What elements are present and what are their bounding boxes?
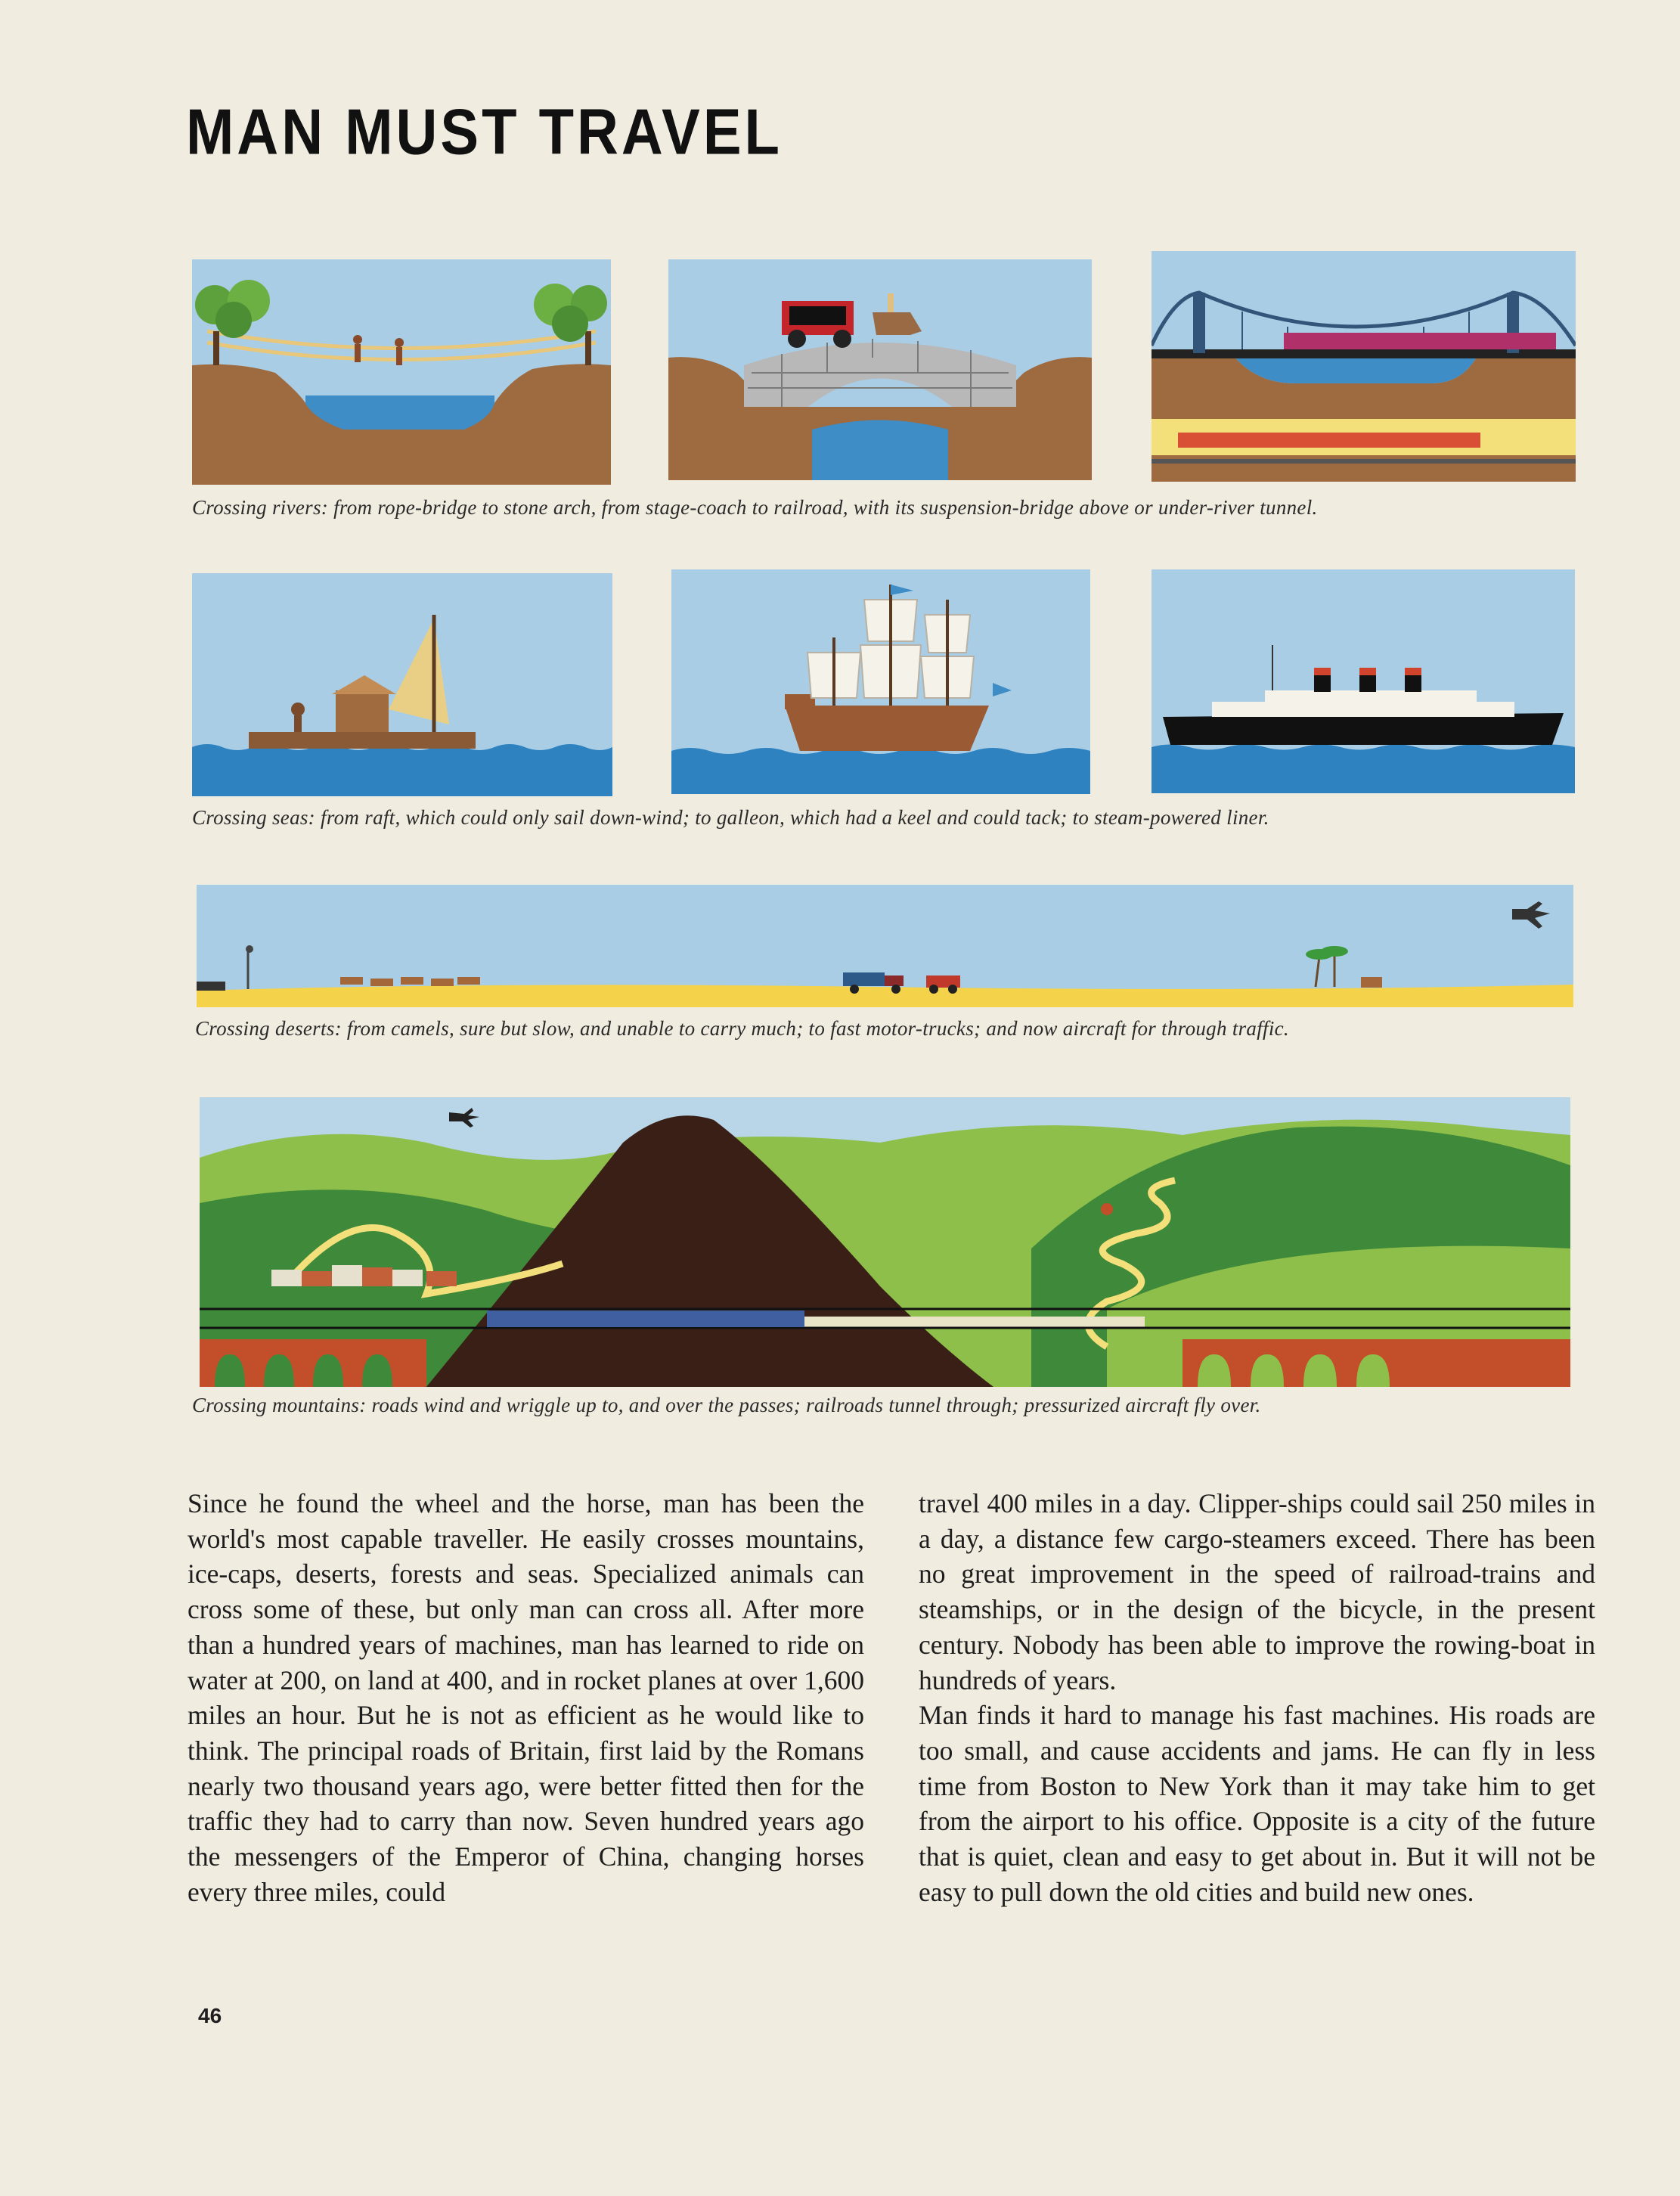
body-column-left [188, 1486, 864, 1909]
body-paragraph: Man finds it hard to manage his fast machines. His roads are too small, and cause accidents and jams. He can fly in less time from Boston to New York than it may take him to get from the airport to his office. Opposite is a city of the future that is quiet, clean and easy to get about in. But it will not be easy to pull down the old cities and build new ones. [919, 1700, 1595, 1907]
mountain-illustration [200, 1097, 1570, 1387]
desert-illustration [197, 885, 1573, 1007]
stone-arch-illustration [668, 259, 1092, 480]
caption-mountains: Crossing mountains: roads wind and wriggle up to, and over the passes; railroads tunnel through; pressurized aircraft fly over. [192, 1394, 1261, 1416]
rope-bridge-illustration [192, 259, 611, 485]
body-paragraph: travel 400 miles in a day. Clipper-ships could sail 250 miles in a day, a distance few cargo-steamers exceed. There has been no great improvement in the speed of railroad-trains and steamships, or in the design of the bicycle, in the present century. Nobody has been able to improve the rowing-boat in hundreds of years. [919, 1488, 1595, 1695]
page-number: 46 [198, 2004, 222, 2027]
caption-deserts: Crossing deserts: from camels, sure but slow, and unable to carry much; to fast motor-trucks; and now aircraft for through traffic. [195, 1017, 1289, 1040]
body-column-right [919, 1486, 1595, 1909]
liner-illustration [1152, 569, 1575, 793]
body-paragraph: Since he found the wheel and the horse, man has been the world's most capable traveller. He easily crosses mountains, ice-caps, deserts, forests and seas. Specialized animals can cross some of these, but only man can cross all. After more than a hundred years of machines, man has learned to ride on water at 200, on land at 400, and in rocket planes at over 1,600 miles an hour. But he is not as efficient as he would like to think. The principal roads of Britain, first laid by the Romans nearly two thousand years ago, were better fitted then for the traffic they had to carry than now. Seven hundred years ago the messengers of the Emperor of China, changing horses every three miles, could [188, 1488, 864, 1907]
caption-rivers: Crossing rivers: from rope-bridge to stone arch, from stage-coach to railroad, with its suspension-bridge above or under-river tunnel. [192, 496, 1318, 519]
caption-seas: Crossing seas: from raft, which could only sail down-wind; to galleon, which had a keel and could tack; to steam-powered liner. [192, 806, 1269, 829]
galleon-illustration [671, 569, 1090, 794]
raft-illustration [192, 573, 612, 796]
page-title: MAN MUST TRAVEL [186, 96, 783, 169]
suspension-bridge-illustration [1152, 251, 1576, 482]
